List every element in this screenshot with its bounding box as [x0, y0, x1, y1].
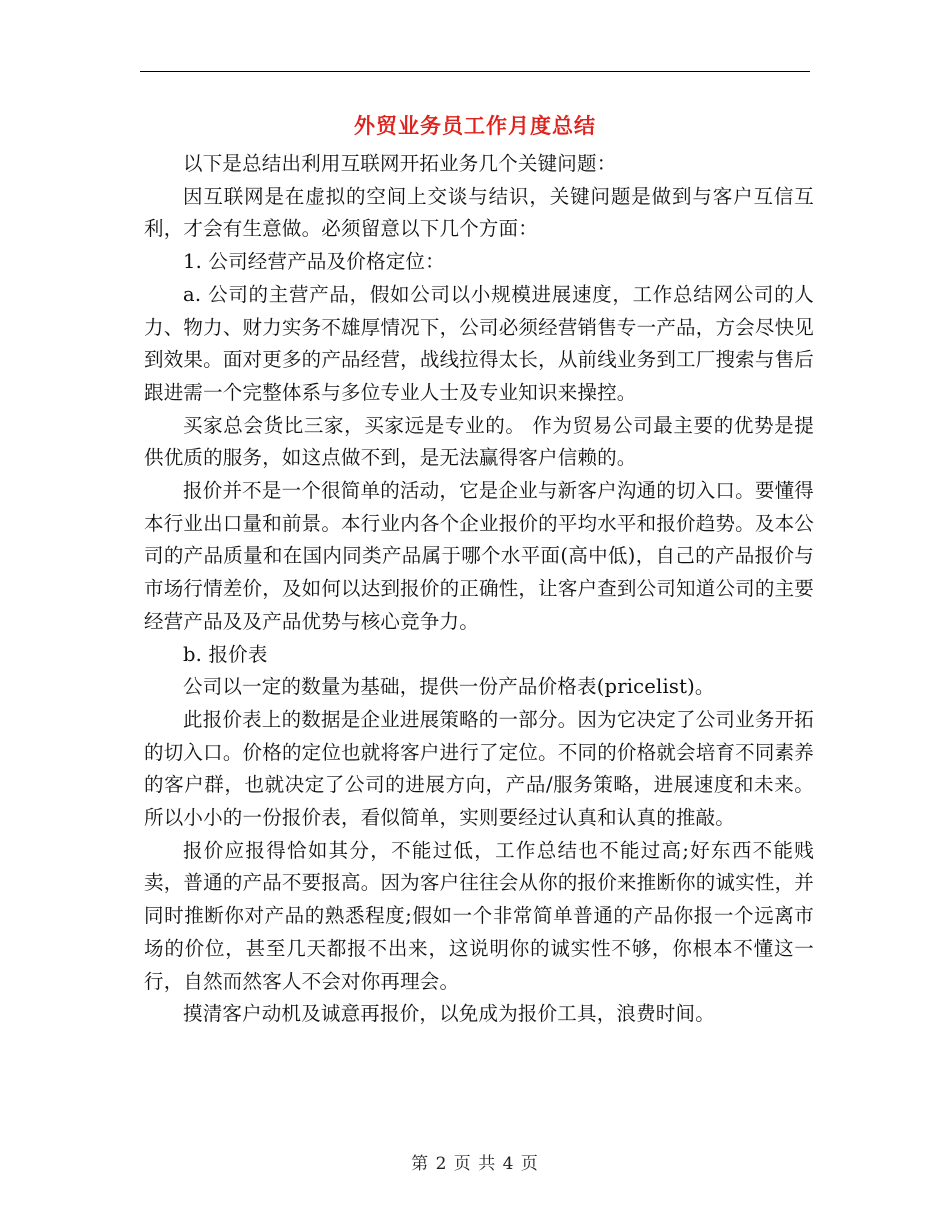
paragraph: a. 公司的主营产品，假如公司以小规模进展速度，工作总结网公司的人力、物力、财力实务不雄厚情况下，公司必须经营销售专一产品，方会尽快见到效果。面对更多的产品经营，战线拉得太长，从前线业务到工厂搜索与售后跟进需一个完整体系与多位专业人士及专业知识来操控。 — [144, 282, 814, 404]
document-title: 外贸业务员工作月度总结 — [354, 113, 596, 138]
document-body — [144, 148, 814, 1031]
paragraph: 公司以一定的数量为基础，提供一份产品价格表(pricelist)。 — [183, 675, 715, 699]
section-heading: 1. 公司经营产品及价格定位： — [183, 250, 445, 274]
paragraph: 买家总会货比三家，买家远是专业的。 作为贸易公司最主要的优势是提供优质的服务，如这点做不到，是无法赢得客户信赖的。 — [144, 413, 814, 470]
paragraph: 报价并不是一个很简单的活动，它是企业与新客户沟通的切入口。要懂得本行业出口量和前景。本行业内各个企业报价的平均水平和报价趋势。及本公司的产品质量和在国内同类产品属于哪个水平面(高中低)，自己的产品报价与市场行情差价，及如何以达到报价的正确性，让客户查到公司知道公司的主要经营产品及及产品优势与核心竞争力。 — [144, 479, 814, 633]
page-number-footer: 第 2 页 共 4 页 — [411, 1154, 539, 1174]
paragraph: 因互联网是在虚拟的空间上交谈与结识，关键问题是做到与客户互信互利，才会有生意做。必须留意以下几个方面： — [144, 184, 814, 241]
paragraph: 此报价表上的数据是企业进展策略的一部分。因为它决定了公司业务开拓的切入口。价格的定位也就将客户进行了定位。不同的价格就会培育不同素养的客户群，也就决定了公司的进展方向，产品/服务策略，进展速度和未来。所以小小的一份报价表，看似简单，实则要经过认真和认真的推敲。 — [144, 707, 814, 830]
subsection-heading: b. 报价表 — [183, 642, 268, 666]
paragraph: 报价应报得恰如其分，不能过低，工作总结也不能过高;好东西不能贱卖，普通的产品不要报高。因为客户往往会从你的报价来推断你的诚实性，并同时推断你对产品的熟悉程度;假如一个非常简单普通的产品你报一个远离市场的价位，甚至几天都报不出来，这说明你的诚实性不够，你根本不懂这一行，自然而然客人不会对你再理会。 — [144, 838, 814, 993]
paragraph: 以下是总结出利用互联网开拓业务几个关键问题： — [183, 152, 617, 175]
header-rule — [140, 71, 810, 72]
paragraph: 摸清客户动机及诚意再报价，以免成为报价工具，浪费时间。 — [183, 1002, 715, 1026]
